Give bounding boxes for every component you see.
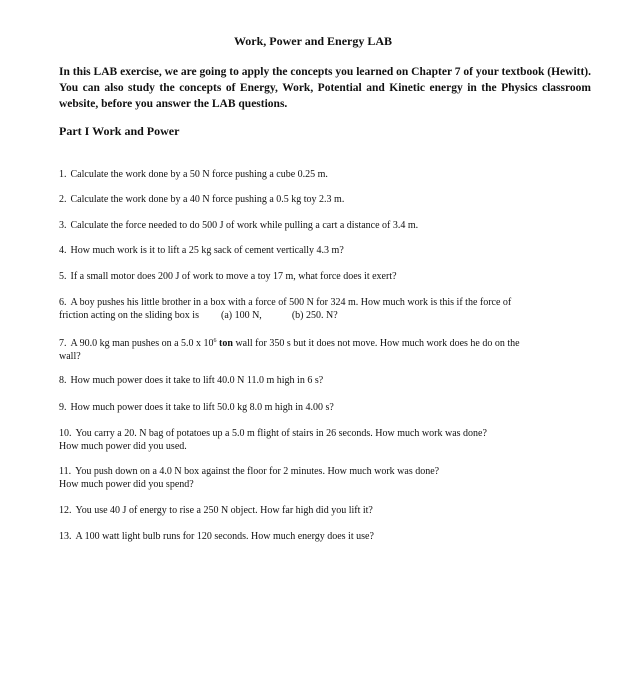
question-text: Calculate the work done by a 50 N force pushing a cube 0.25 m. [70,169,328,180]
question-12 [59,504,594,517]
question-text-line-1: A boy pushes his little brother in a box with a force of 500 N for 324 m. How much work is this if the force of [70,297,512,308]
question-number: 10. [59,428,72,439]
question-number: 4. [59,245,67,256]
question-3 [59,219,594,232]
question-text-part-2: wall for 350 s but it does not move. How much work does he do on the [235,338,520,349]
question-number: 2. [59,194,67,205]
question-number: 8. [59,375,67,386]
question-number: 9. [59,402,67,413]
question-text-line-2: How much power did you spend? [59,479,194,490]
option-a: (a) 100 N, [220,310,262,321]
question-text-part-1: A 90.0 kg man pushes on a 5.0 x 10 [70,338,214,349]
question-10 [59,427,594,453]
part-1-heading: Part I Work and Power [59,124,180,138]
question-text-line-1: You carry a 20. N bag of potatoes up a 5.0 m flight of stairs in 26 seconds. How much work was done? [75,428,487,439]
question-1 [59,168,594,181]
question-text: You use 40 J of energy to rise a 250 N object. How far high did you lift it? [75,505,373,516]
emphasis-ton: ton [219,338,233,349]
question-text: How much power does it take to lift 50.0 kg 8.0 m high in 4.00 s? [70,402,334,413]
question-9 [59,401,594,414]
question-number: 11. [59,466,72,477]
question-text: A 100 watt light bulb runs for 120 seconds. How much energy does it use? [75,531,374,542]
question-text-line-2: How much power did you used. [59,441,187,452]
question-text: How much power does it take to lift 40.0 N 11.0 m high in 6 s? [70,375,324,386]
question-number: 12. [59,505,72,516]
question-number: 6. [59,297,67,308]
question-8 [59,374,594,387]
question-6 [59,296,594,322]
question-number: 3. [59,220,67,231]
exponent: 6 [213,338,217,344]
question-text: Calculate the force needed to do 500 J of work while pulling a cart a distance of 3.4 m. [70,220,419,231]
question-11 [59,465,594,491]
question-number: 7. [59,338,67,349]
question-13 [59,530,594,543]
question-5 [59,270,594,283]
question-text: Calculate the work done by a 40 N force pushing a 0.5 kg toy 2.3 m. [70,194,345,205]
question-number: 13. [59,531,72,542]
question-text-line-2: wall? [59,351,81,362]
intro-paragraph: In this LAB exercise, we are going to apply the concepts you learned on Chapter 7 of your textbook (Hewitt). You can also study the concepts of Energy, Work, Potential and Kinetic energy in the Physics classroom website, before you answer the LAB questions. [59,66,591,110]
question-text-line-2: friction acting on the sliding box is [59,310,199,321]
question-2 [59,193,594,206]
question-number: 5. [59,271,67,282]
question-text: How much work is it to lift a 25 kg sack of cement vertically 4.3 m? [70,245,344,256]
question-7 [59,335,594,363]
document-title: Work, Power and Energy LAB [233,34,393,48]
question-number: 1. [59,169,67,180]
question-text: If a small motor does 200 J of work to move a toy 17 m, what force does it exert? [70,271,397,282]
question-text-line-1: You push down on a 4.0 N box against the floor for 2 minutes. How much work was done? [75,466,440,477]
question-4 [59,244,594,257]
option-b: (b) 250. N? [291,310,338,321]
